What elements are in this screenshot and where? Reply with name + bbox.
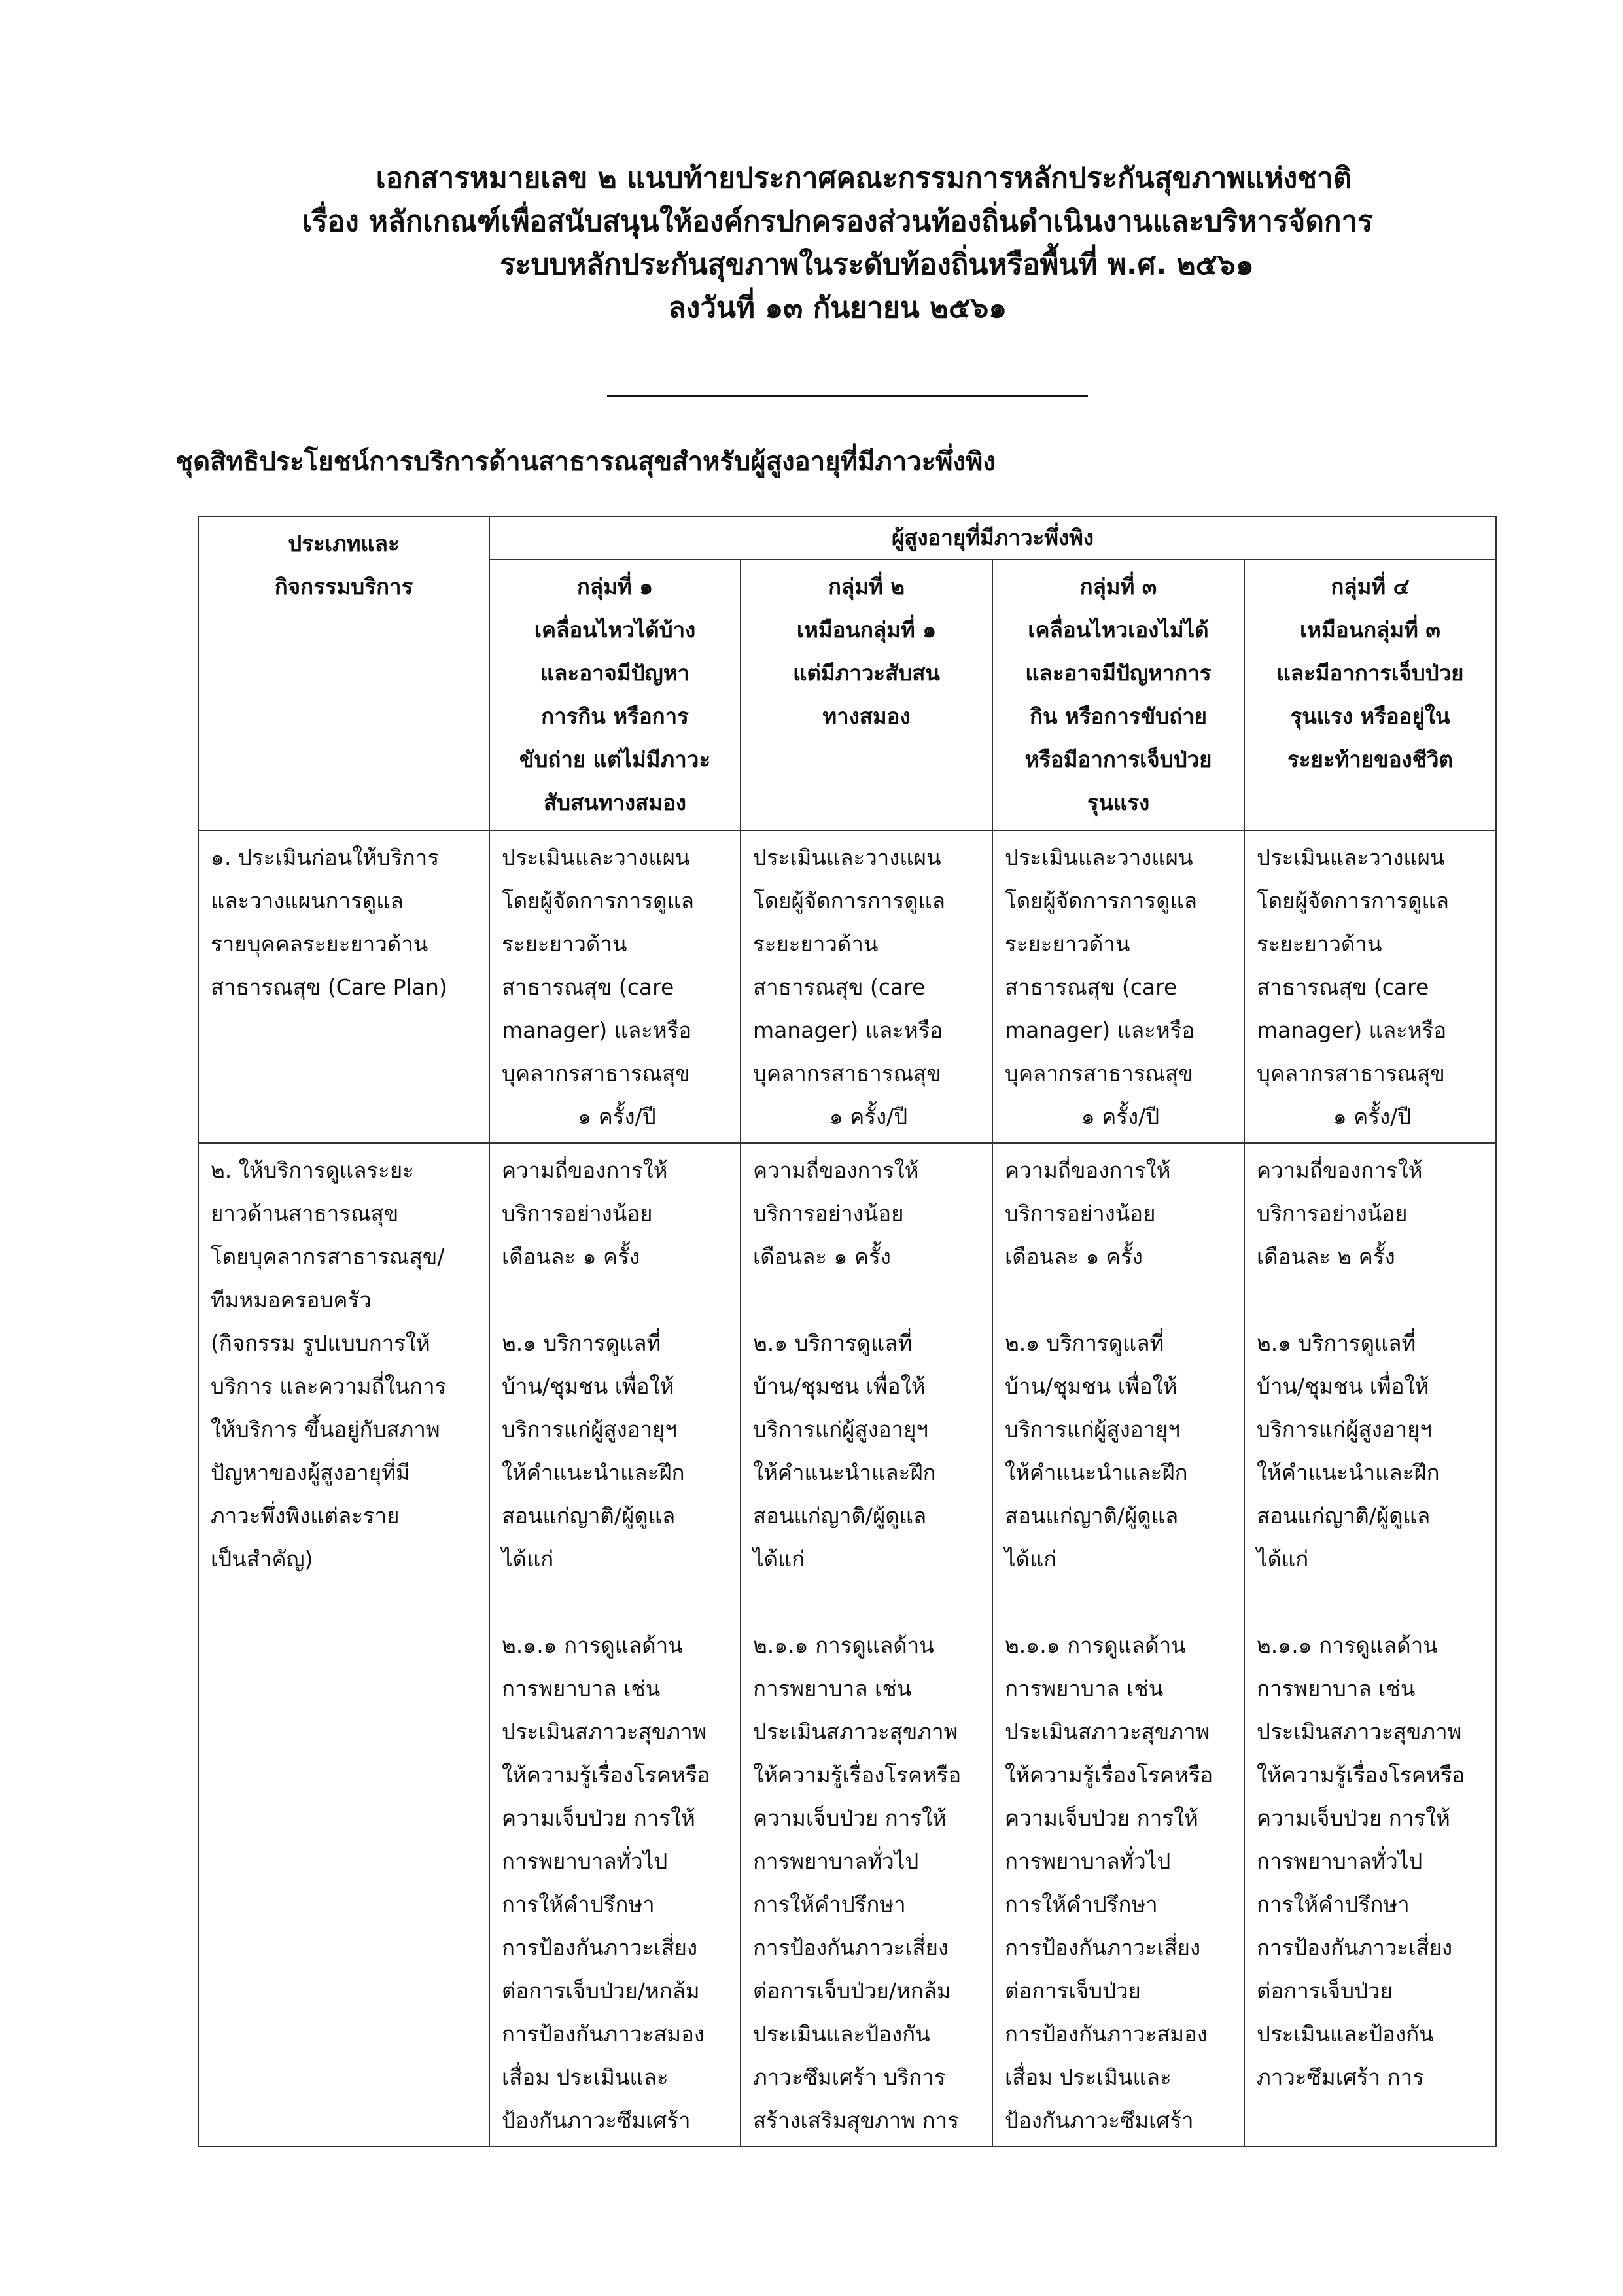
row1-cell-group-1 [489,830,741,1143]
header-divider [607,395,1088,397]
row2-home-service: ๒.๑ บริการดูแลที่ บ้าน/ชุมชน เพื่อให้ บริการแก่ผู้สูงอายุฯ ให้คำแนะนำและฝึก สอนแก่ญาติ/ผู้ดูแล ได้แก่ [1257,1330,1440,1572]
row2-frequency: ความถี่ของการให้ บริการอย่างน้อย เดือนละ ๒ ครั้ง [1257,1157,1423,1269]
row2-frequency: ความถี่ของการให้ บริการอย่างน้อย เดือนละ ๑ ครั้ง [1005,1157,1171,1269]
row2-category: ๒. ให้บริการดูแลระยะ ยาวด้านสาธารณสุข โดยบุคลากรสาธารณสุข/ ทีมหมอครอบครัว (กิจกรรม รูปแบบการให้ บริการ และความถี่ในการ ให้บริการ ขึ้นอยู่กับสภาพ ปัญหาของผู้สูงอายุที่มี ภาวะพึ่งพิงแต่ละราย เป็นสำคัญ) [198,1143,489,2147]
row2-frequency: ความถี่ของการให้ บริการอย่างน้อย เดือนละ ๑ ครั้ง [502,1157,668,1269]
row1-category: ๑. ประเมินก่อนให้บริการ และวางแผนการดูแล รายบุคคลระยะยาวด้าน สาธารณสุข (Care Plan) [198,830,489,1143]
row1-cell-text: ประเมินและวางแผน โดยผู้จัดการการดูแล ระยะยาวด้าน สาธารณสุข (care manager) และหรือ บุคลากรสาธารณสุข [753,845,945,1086]
row2-cell-group-2 [741,1143,992,2147]
column-header-group-1: กลุ่มที่ ๑ เคลื่อนไหวได้บ้าง และอาจมีปัญหา การกิน หรือการ ขับถ่าย แต่ไม่มีภาวะ สับสนทางสมอง [489,559,741,830]
row1-cell-group-4 [1244,830,1496,1143]
row1-cell-frequency: ๑ ครั้ง/ปี [829,1104,908,1129]
column-header-group-4: กลุ่มที่ ๔ เหมือนกลุ่มที่ ๓ และมีอาการเจ็บป่วย รุนแรง หรืออยู่ใน ระยะท้ายของชีวิต [1244,559,1496,830]
document-header [0,157,1623,330]
group-header: ผู้สูงอายุที่มีภาวะพึ่งพิง [489,516,1496,559]
header-line-3: ระบบหลักประกันสุขภาพในระดับท้องถิ่นหรือพื้นที่ พ.ศ. ๒๕๖๑ [500,248,1254,281]
header-line-2: เรื่อง หลักเกณฑ์เพื่อสนับสนุนให้องค์กรปกครองส่วนท้องถิ่นดำเนินงานและบริหารจัดการ [302,205,1373,238]
table-row [198,830,1496,1143]
row1-cell-text: ประเมินและวางแผน โดยผู้จัดการการดูแล ระยะยาวด้าน สาธารณสุข (care manager) และหรือ บุคลากรสาธารณสุข [1257,845,1449,1086]
row1-cell-group-2 [741,830,992,1143]
row2-nursing-care: ๒.๑.๑ การดูแลด้าน การพยาบาล เช่น ประเมินสภาวะสุขภาพ ให้ความรู้เรื่องโรคหรือ ความเจ็บป่วย การให้ การพยาบาลทั่วไป การให้คำปรึกษา การป้องกันภาวะเสี่ยง ต่อการเจ็บป่วย การป้องกันภาวะสมอง เสื่อม ประเมินและ ป้องกันภาวะซึมเศร้า [1005,1633,1213,2133]
row1-cell-text: ประเมินและวางแผน โดยผู้จัดการการดูแล ระยะยาวด้าน สาธารณสุข (care manager) และหรือ บุคลากรสาธารณสุข [502,845,694,1086]
row2-nursing-care: ๒.๑.๑ การดูแลด้าน การพยาบาล เช่น ประเมินสภาวะสุขภาพ ให้ความรู้เรื่องโรคหรือ ความเจ็บป่วย การให้ การพยาบาลทั่วไป การให้คำปรึกษา การป้องกันภาวะเสี่ยง ต่อการเจ็บป่วย/หกล้ม ประเมินและป้องกัน ภาวะซึมเศร้า บริการ สร้างเสริมสุขภาพ การ [753,1633,962,2133]
category-header: ประเภทและ กิจกรรมบริการ [198,516,489,830]
benefits-table [198,516,1497,2147]
row2-cell-group-4 [1244,1143,1496,2147]
row2-cell-group-3 [992,1143,1244,2147]
table-row [198,1143,1496,2147]
row2-frequency: ความถี่ของการให้ บริการอย่างน้อย เดือนละ ๑ ครั้ง [753,1157,919,1269]
row2-home-service: ๒.๑ บริการดูแลที่ บ้าน/ชุมชน เพื่อให้ บริการแก่ผู้สูงอายุฯ ให้คำแนะนำและฝึก สอนแก่ญาติ/ผู้ดูแล ได้แก่ [502,1330,685,1572]
row1-cell-frequency: ๑ ครั้ง/ปี [1081,1104,1160,1129]
section-title: ชุดสิทธิประโยชน์การบริการด้านสาธารณสุขสำหรับผู้สูงอายุที่มีภาวะพึ่งพิง [175,447,996,477]
header-line-1: เอกสารหมายเลข ๒ แนบท้ายประกาศคณะกรรมการหลักประกันสุขภาพแห่งชาติ [375,162,1352,195]
row1-cell-group-3 [992,830,1244,1143]
row2-nursing-care: ๒.๑.๑ การดูแลด้าน การพยาบาล เช่น ประเมินสภาวะสุขภาพ ให้ความรู้เรื่องโรคหรือ ความเจ็บป่วย การให้ การพยาบาลทั่วไป การให้คำปรึกษา การป้องกันภาวะเสี่ยง ต่อการเจ็บป่วย/หกล้ม การป้องกันภาวะสมอง เสื่อม ประเมินและ ป้องกันภาวะซึมเศร้า [502,1633,710,2133]
column-header-group-2: กลุ่มที่ ๒ เหมือนกลุ่มที่ ๑ แต่มีภาวะสับสน ทางสมอง [741,559,992,830]
table-header-row [198,516,1496,559]
row1-cell-frequency: ๑ ครั้ง/ปี [578,1104,656,1129]
row1-cell-frequency: ๑ ครั้ง/ปี [1333,1104,1412,1129]
row2-home-service: ๒.๑ บริการดูแลที่ บ้าน/ชุมชน เพื่อให้ บริการแก่ผู้สูงอายุฯ ให้คำแนะนำและฝึก สอนแก่ญาติ/ผู้ดูแล ได้แก่ [753,1330,936,1572]
row1-cell-text: ประเมินและวางแผน โดยผู้จัดการการดูแล ระยะยาวด้าน สาธารณสุข (care manager) และหรือ บุคลากรสาธารณสุข [1005,845,1197,1086]
column-header-group-3: กลุ่มที่ ๓ เคลื่อนไหวเองไม่ได้ และอาจมีปัญหาการ กิน หรือการขับถ่าย หรือมีอาการเจ็บป่วย รุนแรง [992,559,1244,830]
row2-cell-group-1 [489,1143,741,2147]
row2-home-service: ๒.๑ บริการดูแลที่ บ้าน/ชุมชน เพื่อให้ บริการแก่ผู้สูงอายุฯ ให้คำแนะนำและฝึก สอนแก่ญาติ/ผู้ดูแล ได้แก่ [1005,1330,1188,1572]
header-line-4: ลงวันที่ ๑๓ กันยายน ๒๕๖๑ [668,291,1007,325]
row2-nursing-care: ๒.๑.๑ การดูแลด้าน การพยาบาล เช่น ประเมินสภาวะสุขภาพ ให้ความรู้เรื่องโรคหรือ ความเจ็บป่วย การให้ การพยาบาลทั่วไป การให้คำปรึกษา การป้องกันภาวะเสี่ยง ต่อการเจ็บป่วย ประเมินและป้องกัน ภาวะซึมเศร้า การ [1257,1633,1465,2090]
